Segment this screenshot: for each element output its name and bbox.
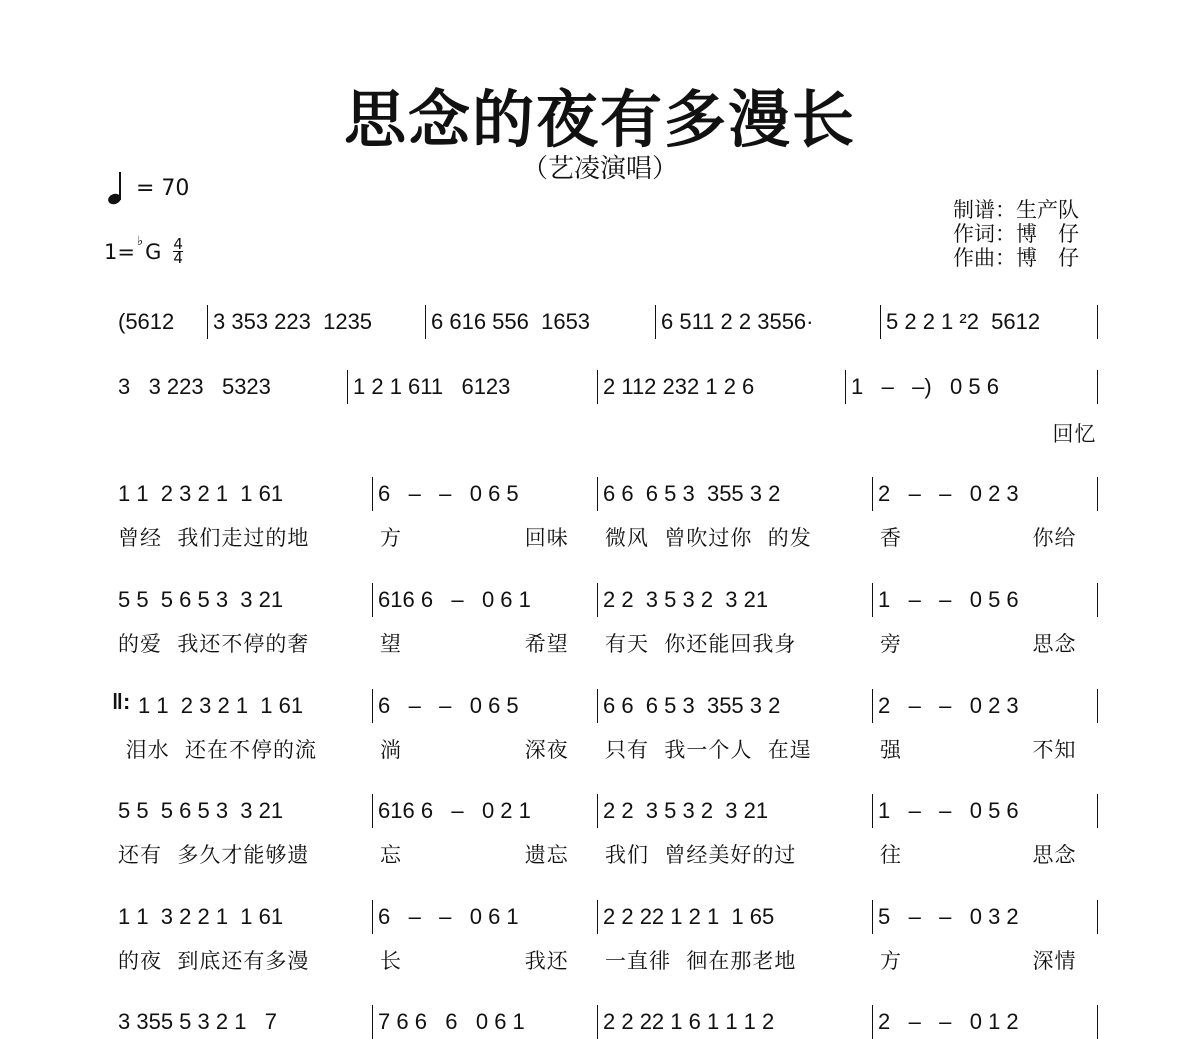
lyric-segment: 方 回味 [380, 526, 569, 550]
measure: 5 2 2 1 ²2 5612 [886, 309, 1041, 334]
measure: 1 1 2 3 2 1 1 61 [118, 481, 284, 506]
key-signature [104, 234, 183, 267]
lyric-segment: 长 我还 [380, 949, 569, 973]
quarter-note-icon [108, 172, 122, 204]
measure: 616 6 – 0 6 1 [378, 587, 531, 612]
tempo-marking [108, 172, 189, 204]
barline [1097, 477, 1098, 511]
lyrics-row [118, 945, 1098, 975]
barline [1097, 583, 1098, 617]
measure: 1 1 2 3 2 1 1 61 [138, 693, 304, 718]
barline [1097, 794, 1098, 828]
barline [1097, 370, 1098, 404]
measure: 2 2 22 1 2 1 1 65 [603, 904, 775, 929]
measure: 3 353 223 1235 [213, 309, 373, 334]
lyric-segment: 还有 多久才能够遗 [118, 843, 310, 867]
lyrics-row [118, 839, 1098, 869]
credit-lyricist: 作词：博 仔 [953, 222, 1079, 246]
measure: 1 2 1 611 6123 [353, 374, 511, 399]
measure: 3 3 223 5323 [118, 374, 271, 399]
key-note: G [145, 239, 162, 264]
key-prefix: 1= [104, 239, 135, 264]
tempo-value: = 70 [136, 175, 190, 201]
measure: 6 – – 0 6 1 [378, 904, 519, 929]
lyric-segment: 淌 深夜 [380, 738, 569, 762]
time-bottom: 4 [173, 249, 183, 267]
measure: 1 1 3 2 2 1 1 61 [118, 904, 284, 929]
notation-row [118, 794, 1098, 828]
measure: (5612 [118, 309, 175, 334]
barline [1097, 305, 1098, 339]
lyric-segment: 方 深情 [880, 949, 1077, 973]
notation-row [118, 370, 1098, 404]
lyric-segment: 香 你给 [880, 526, 1077, 550]
measure: 5 5 5 6 5 3 3 21 [118, 587, 284, 612]
lyrics-row [118, 734, 1098, 764]
lyric-segment: 我们 曾经美好的过 [605, 843, 797, 867]
measure: 6 511 2 2 3556· [661, 309, 814, 334]
lyric-segment: 强 不知 [880, 738, 1077, 762]
measure: 1 – – 0 5 6 [878, 587, 1019, 612]
measure: 6 – – 0 6 5 [378, 693, 519, 718]
measure: 6 616 556 1653 [431, 309, 591, 334]
lyric-segment: 望 希望 [380, 632, 569, 656]
measure: 7 6 6 6 0 6 1 [378, 1009, 525, 1034]
repeat-start-sign: ‖: [112, 689, 131, 714]
credit-composer: 作曲：博 仔 [953, 246, 1079, 270]
measure: 2 2 3 5 3 2 3 21 [603, 798, 769, 823]
lyrics-row [118, 628, 1098, 658]
notation-row [118, 1005, 1098, 1039]
measure: 6 – – 0 6 5 [378, 481, 519, 506]
measure: 6 6 6 5 3 355 3 2 [603, 693, 781, 718]
lyric-segment: 的爱 我还不停的奢 [118, 632, 310, 656]
lyric-segment: 旁 思念 [880, 632, 1077, 656]
lyric-segment: 只有 我一个人 在逞 [605, 738, 812, 762]
lyric-segment: 一直徘 徊在那老地 [605, 949, 797, 973]
lyric-segment: 的夜 到底还有多漫 [118, 949, 310, 973]
lyric-segment: 微风 曾吹过你 的发 [605, 526, 812, 550]
song-title: 思念的夜有多漫长 [343, 83, 856, 156]
measure: 6 6 6 5 3 355 3 2 [603, 481, 781, 506]
measure: 2 – – 0 1 2 [878, 1009, 1019, 1034]
credits [953, 198, 1079, 270]
measure: 2 2 3 5 3 2 3 21 [603, 587, 769, 612]
notation-row [112, 689, 1098, 723]
lyrics-row [118, 418, 1098, 448]
song-subtitle: （艺凌演唱） [521, 154, 678, 184]
time-top: 4 [173, 235, 183, 253]
barline [1097, 689, 1098, 723]
measure: 1 – – 0 5 6 [878, 798, 1019, 823]
measure: 5 – – 0 3 2 [878, 904, 1019, 929]
notation-row [118, 305, 1098, 339]
measure: 5 5 5 6 5 3 3 21 [118, 798, 284, 823]
time-signature [173, 235, 183, 267]
notation-row [118, 583, 1098, 617]
barline [1097, 900, 1098, 934]
measure: 1 – –) 0 5 6 [851, 374, 999, 399]
credit-arranger: 制谱：生产队 [953, 198, 1079, 222]
lyric-segment: 回忆 [853, 422, 1097, 446]
lyric-segment: 往 思念 [880, 843, 1077, 867]
notation-row [118, 477, 1098, 511]
notation-row [118, 900, 1098, 934]
lyric-segment: 有天 你还能回我身 [605, 632, 797, 656]
lyric-segment: 曾经 我们走过的地 [118, 526, 310, 550]
measure: 2 112 232 1 2 6 [603, 374, 755, 399]
measure: 2 – – 0 2 3 [878, 481, 1019, 506]
measure: 2 – – 0 2 3 [878, 693, 1019, 718]
lyric-segment: 忘 遗忘 [380, 843, 569, 867]
measure: 616 6 – 0 2 1 [378, 798, 531, 823]
measure: 3 355 5 3 2 1 7 [118, 1009, 278, 1034]
barline [1097, 1005, 1098, 1039]
lyrics-row [118, 522, 1098, 552]
measure: 2 2 22 1 6 1 1 1 2 [603, 1009, 775, 1034]
flat-icon: ♭ [136, 234, 144, 249]
lyric-segment: 泪水 还在不停的流 [118, 738, 318, 762]
